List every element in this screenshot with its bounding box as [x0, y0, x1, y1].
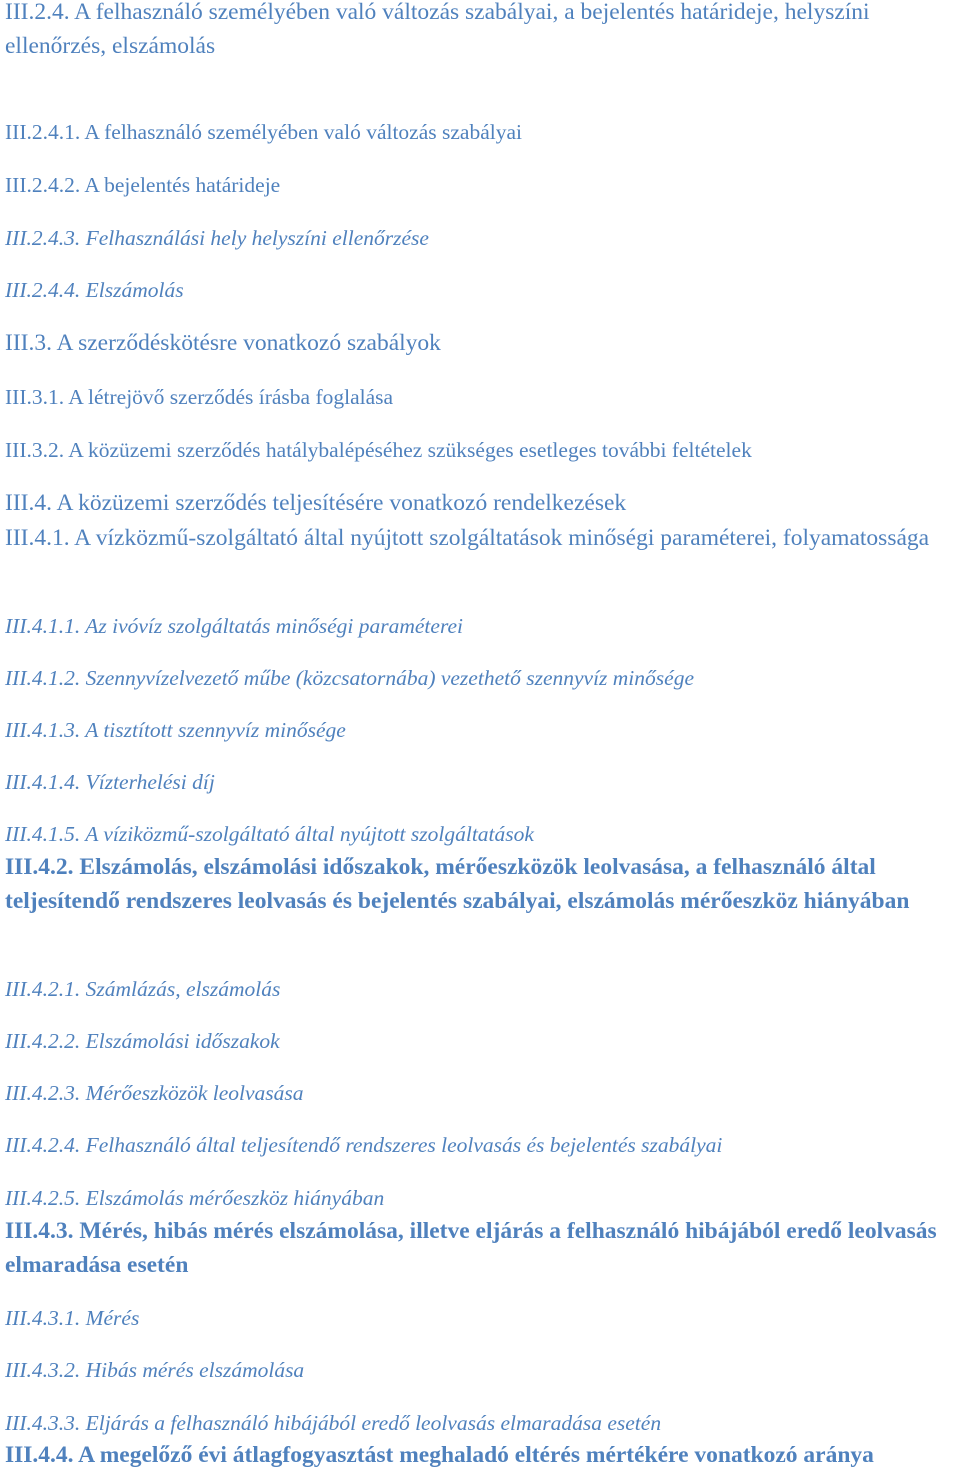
toc-heading-iii-4-1: III.4.1. A vízközmű-szolgáltató által nyújtott szolgáltatások minőségi paraméterei, folyamatossága	[5, 525, 930, 551]
toc-item-iii-4-3-3: III.4.3.3. Eljárás a felhasználó hibájából eredő leolvasás elmaradása esetén	[5, 1411, 662, 1435]
toc-item-iii-4-2-4: III.4.2.4. Felhasználó által teljesítendő rendszeres leolvasás és bejelentés szabályai	[5, 1133, 723, 1157]
toc-item-iii-2-4-3: III.2.4.3. Felhasználási hely helyszíni ellenőrzése	[5, 226, 429, 250]
toc-item-iii-4-3-2: III.4.3.2. Hibás mérés elszámolása	[5, 1358, 305, 1382]
toc-item-iii-4-1-2: III.4.1.2. Szennyvízelvezető műbe (közcsatornába) vezethető szennyvíz minősége	[5, 666, 694, 690]
toc-heading-iii-4-3: III.4.3. Mérés, hibás mérés elszámolása, illetve eljárás a felhasználó hibájából eredő leolvasás elmaradása esetén	[5, 1218, 937, 1278]
toc-heading-iii-4-4: III.4.4. A megelőző évi átlagfogyasztást meghaladó eltérés mértékére vonatkozó aránya	[5, 1442, 874, 1468]
toc-item-iii-3-1: III.3.1. A létrejövő szerződés írásba foglalása	[5, 385, 394, 409]
toc-item-iii-2-4-1: III.2.4.1. A felhasználó személyében való változás szabályai	[5, 120, 522, 144]
toc-item-iii-2-4-4: III.2.4.4. Elszámolás	[5, 278, 184, 302]
toc-item-iii-4-2-1: III.4.2.1. Számlázás, elszámolás	[5, 977, 281, 1001]
toc-item-iii-2-4-2: III.2.4.2. A bejelentés határideje	[5, 173, 281, 197]
toc-item-iii-4-1-4: III.4.1.4. Vízterhelési díj	[5, 770, 215, 794]
toc-item-iii-4-3-1: III.4.3.1. Mérés	[5, 1306, 140, 1330]
toc-item-iii-4-2-2: III.4.2.2. Elszámolási időszakok	[5, 1029, 280, 1053]
toc-heading-iii-3: III.3. A szerződéskötésre vonatkozó szabályok	[5, 330, 441, 356]
toc-item-iii-3-2: III.3.2. A közüzemi szerződés hatálybalépéséhez szükséges esetleges további feltételek	[5, 438, 752, 462]
toc-heading-iii-2-4: III.2.4. A felhasználó személyében való változás szabályai, a bejelentés határideje, helyszíni ellenőrzés, elszámolás	[5, 0, 870, 59]
toc-item-iii-4-1-3: III.4.1.3. A tisztított szennyvíz minősége	[5, 718, 346, 742]
toc-heading-iii-4: III.4. A közüzemi szerződés teljesítésére vonatkozó rendelkezések	[5, 490, 627, 516]
toc-heading-iii-4-2: III.4.2. Elszámolás, elszámolási időszakok, mérőeszközök leolvasása, a felhasználó által teljesítendő rendszeres leolvasás és bejelentés szabályai, elszámolás mérőeszköz hiányában	[5, 854, 910, 914]
toc-item-iii-4-2-3: III.4.2.3. Mérőeszközök leolvasása	[5, 1081, 304, 1105]
toc-item-iii-4-1-1: III.4.1.1. Az ivóvíz szolgáltatás minőségi paraméterei	[5, 614, 464, 638]
toc-item-iii-4-2-5: III.4.2.5. Elszámolás mérőeszköz hiányában	[5, 1186, 385, 1210]
toc-item-iii-4-1-5: III.4.1.5. A víziközmű-szolgáltató által nyújtott szolgáltatások	[5, 822, 534, 846]
